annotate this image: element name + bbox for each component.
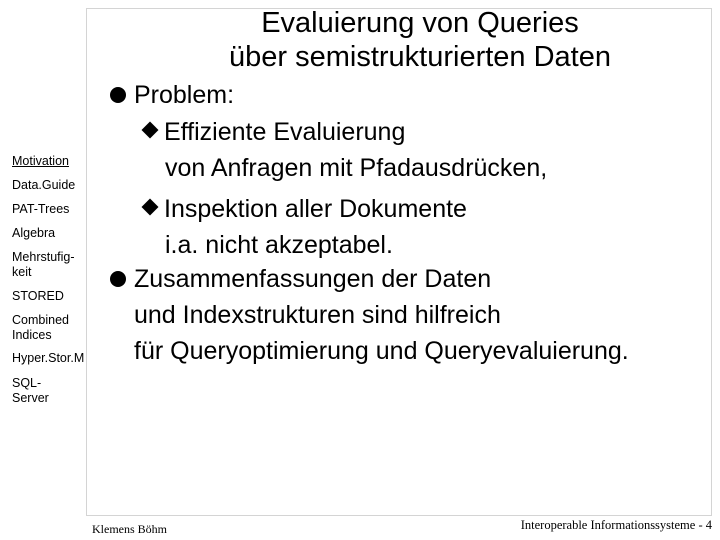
- sub-bullet-2-line-2: i.a. nicht akzeptabel.: [165, 231, 393, 259]
- bullet-problem: Problem:: [134, 81, 235, 109]
- sidebar-item-algebra[interactable]: Algebra: [12, 226, 56, 240]
- bullet-dot-2: [110, 271, 126, 287]
- sub-bullet-1: [144, 117, 405, 147]
- sub-bullet-1-line-1: Effiziente Evaluierung: [164, 118, 406, 146]
- footer-page-info: Interoperable Informationssysteme - 4: [520, 518, 712, 532]
- sidebar-item-motivation[interactable]: Motivation: [12, 154, 69, 168]
- sub-bullet-2: [144, 194, 467, 224]
- sidebar-item-mehrstufigkeit[interactable]: Mehrstufig-keit: [12, 250, 75, 279]
- title-line-1: Evaluierung von Queries: [261, 7, 579, 39]
- sub-bullet-1-line-2: von Anfragen mit Pfadausdrücken,: [165, 154, 548, 182]
- slide-title: [150, 6, 690, 74]
- sidebar-item-pat-trees[interactable]: PAT-Trees: [12, 202, 70, 216]
- frame-bottom-line: [86, 515, 712, 516]
- diamond-bullet-icon: [142, 199, 159, 216]
- bullet-2-line-2: und Indexstrukturen sind hilfreich: [134, 301, 501, 329]
- title-line-2: über semistrukturierten Daten: [229, 41, 611, 73]
- footer-author: Klemens Böhm: [92, 522, 167, 536]
- bullet-dot-1: [110, 87, 126, 103]
- frame-left-line: [86, 8, 87, 516]
- frame-right-line: [711, 8, 712, 516]
- bullet-2-line-3: für Queryoptimierung und Queryevaluierung.: [134, 337, 629, 365]
- bullet-2-line-1: Zusammenfassungen der Daten: [134, 265, 492, 293]
- diamond-bullet-icon: [142, 122, 159, 139]
- sidebar-item-hyperstorm[interactable]: Hyper.Stor.M: [12, 351, 85, 365]
- sidebar-item-dataguide[interactable]: Data.Guide: [12, 178, 76, 192]
- sidebar-item-stored[interactable]: STORED: [12, 289, 64, 303]
- sidebar-item-sql-server[interactable]: SQL-Server: [12, 376, 49, 405]
- sidebar-item-combined-indices[interactable]: Combined Indices: [12, 313, 69, 342]
- sub-bullet-2-line-1: Inspektion aller Dokumente: [164, 195, 467, 223]
